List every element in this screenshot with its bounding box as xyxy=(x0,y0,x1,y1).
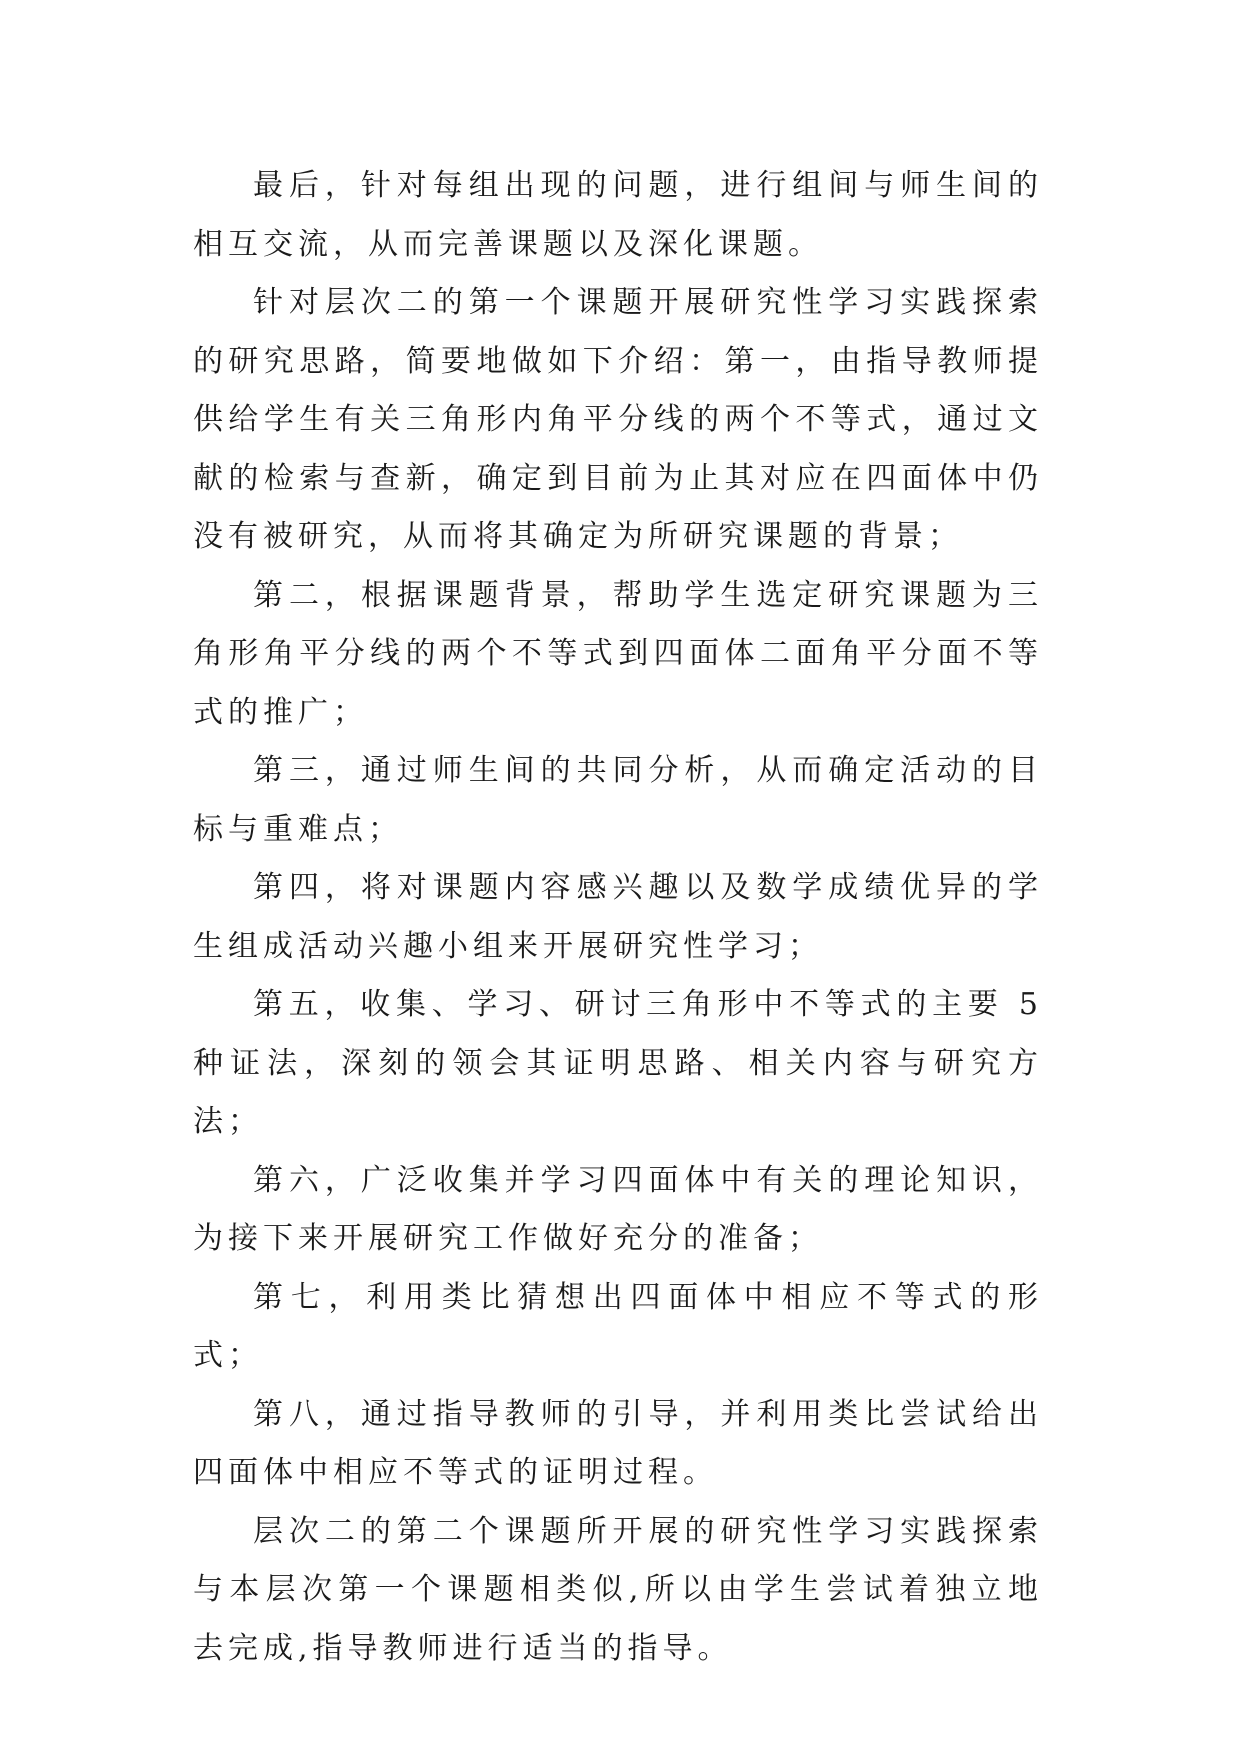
paragraph-conclusion: 最后，针对每组出现的问题，进行组间与师生间的相互交流，从而完善课题以及深化课题。 xyxy=(193,168,1043,262)
paragraph-step-four: 第四，将对课题内容感兴趣以及数学成绩优异的学生组成活动兴趣小组来开展研究性学习； xyxy=(193,870,1043,964)
paragraph-step-seven: 第七，利用类比猜想出四面体中相应不等式的形式； xyxy=(193,1279,1043,1373)
paragraph-research-approach: 针对层次二的第一个课题开展研究性学习实践探索的研究思路，简要地做如下介绍：第一，由指导教师提供给学生有关三角形内角平分线的两个不等式，通过文献的检索与查新，确定到目前为止其对应在四面体中仍没有被研究，从而将其确定为所研究课题的背景； xyxy=(193,285,1043,554)
paragraph-step-six: 第六，广泛收集并学习四面体中有关的理论知识，为接下来开展研究工作做好充分的准备； xyxy=(193,1162,1043,1256)
paragraph-step-eight: 第八，通过指导教师的引导，并利用类比尝试给出四面体中相应不等式的证明过程。 xyxy=(193,1396,1043,1490)
paragraph-step-five: 第五，收集、学习、研讨三角形中不等式的主要 5 种证法，深刻的领会其证明思路、相关内容与研究方法； xyxy=(193,987,1043,1139)
paragraph-second-topic: 层次二的第二个课题所开展的研究性学习实践探索与本层次第一个课题相类似,所以由学生尝试着独立地去完成,指导教师进行适当的指导。 xyxy=(193,1513,1043,1666)
document-body xyxy=(193,157,1043,1678)
paragraph-step-three: 第三，通过师生间的共同分析，从而确定活动的目标与重难点； xyxy=(193,753,1043,847)
paragraph-step-two: 第二，根据课题背景，帮助学生选定研究课题为三角形角平分线的两个不等式到四面体二面角平分面不等式的推广； xyxy=(193,577,1043,730)
